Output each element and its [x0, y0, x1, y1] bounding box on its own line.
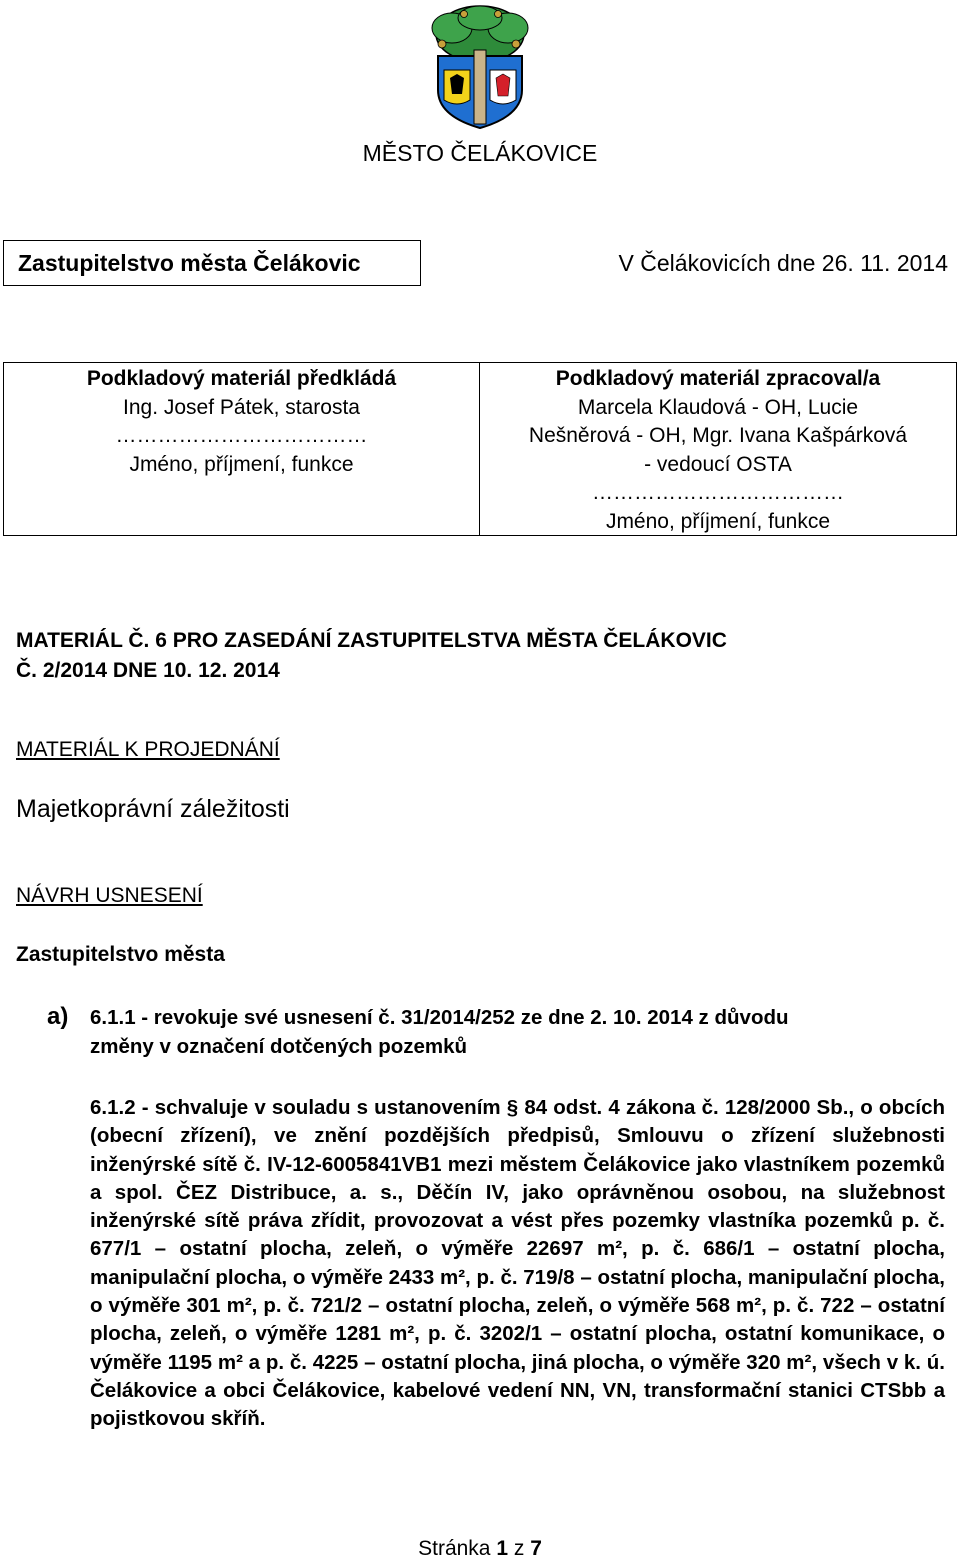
page-word: Stránka [418, 1537, 491, 1560]
presenter-block [3, 365, 480, 479]
processor-line-2: Nešněrová - OH, Mgr. Ivana Kašpárková [528, 424, 908, 447]
processor-line-3: - vedoucí OSTA [644, 452, 792, 476]
item-label: a) [47, 1003, 69, 1030]
processor-caption: Jméno, příjmení, funkce [605, 509, 831, 533]
processor-line-1: Marcela Klaudová - OH, Lucie [577, 395, 859, 419]
council-name: Zastupitelstvo města Čelákovic [18, 250, 361, 276]
presenter-signature-dots: ……………………………… [115, 424, 368, 447]
processor-block [479, 365, 957, 536]
material-subject: Majetkoprávní záležitosti [16, 795, 290, 823]
presenter-heading: Podkladový materiál předkládá [86, 367, 397, 390]
resolution-item-6-1-1-line-1: 6.1.1 - revokuje své usnesení č. 31/2014/252 ze dne 2. 10. 2014 z důvodu [90, 1006, 789, 1029]
presenter-name: Ing. Josef Pátek, starosta [123, 395, 360, 419]
shield-icon [438, 50, 522, 128]
page-current: 1 [496, 1537, 509, 1560]
material-heading-line-2: Č. 2/2014 DNE 10. 12. 2014 [16, 659, 280, 682]
resolution-item-6-1-2: 6.1.2 - schvaluje v souladu s ustanovením § 84 odst. 4 zákona č. 128/2000 Sb., o obcích (obecní zřízení), ve znění pozdějších předpisů, Smlouvu o zřízení služebnosti inženýrské sítě č. IV-12-6005841VB1 mezi městem Čelákovice jako vlastníkem pozemků a spol. ČEZ Distribuce, a. s., Děčín IV, jako oprávněnou osobou, na služebnost inženýrské sítě práva zřídit, provozovat a vést přes pozemky vlastníka pozemků p. č. 677/1 – ostatní plocha, zeleň, o výměře 22697 m², p. č. 686/1 – ostatní plocha, manipulační plocha, o výměře 2433 m², p. č. 719/8 – ostatní plocha, manipulační plocha, o výměře 301 m², p. č. 721/2 – ostatní plocha, zeleň, o výměře 568 m², p. č. 722 – ostatní plocha, zeleň, o výměře 1281 m², p. č. 3202/1 – ostatní plocha, ostatní komunikace, o výměře 1195 m² a p. č. 4225 – ostatní plocha, jiná plocha, o výměře 320 m², všech v k. ú. Čelákovice a obci Čelákovice, kabelové vedení NN, VN, transformační stanici CTSbb a pojistkovou skříň. [90, 1096, 945, 1431]
document-date: V Čelákovicích dne 26. 11. 2014 [618, 250, 948, 276]
page-of: z [513, 1537, 525, 1560]
resolution-item-6-1-1-line-2: změny v označení dotčených pozemků [90, 1034, 468, 1058]
resolution-body: Zastupitelstvo města [16, 943, 225, 966]
processor-signature-dots: ……………………………… [592, 481, 844, 504]
page-total: 7 [530, 1537, 542, 1560]
city-coat-of-arms [412, 4, 548, 130]
presenter-caption: Jméno, příjmení, funkce [129, 452, 354, 476]
city-title: MĚSTO ČELÁKOVICE [362, 140, 598, 166]
material-heading-line-1: MATERIÁL Č. 6 PRO ZASEDÁNÍ ZASTUPITELSTVA MĚSTA ČELÁKOVIC [16, 629, 727, 652]
material-for-discussion-label: MATERIÁL K PROJEDNÁNÍ [16, 738, 280, 761]
processor-heading: Podkladový materiál zpracoval/a [555, 367, 881, 390]
resolution-proposal-heading: NÁVRH USNESENÍ [16, 884, 203, 907]
resolution-item-6-1-1 [90, 1004, 950, 1061]
page-footer [0, 1537, 960, 1561]
material-heading [16, 626, 916, 686]
